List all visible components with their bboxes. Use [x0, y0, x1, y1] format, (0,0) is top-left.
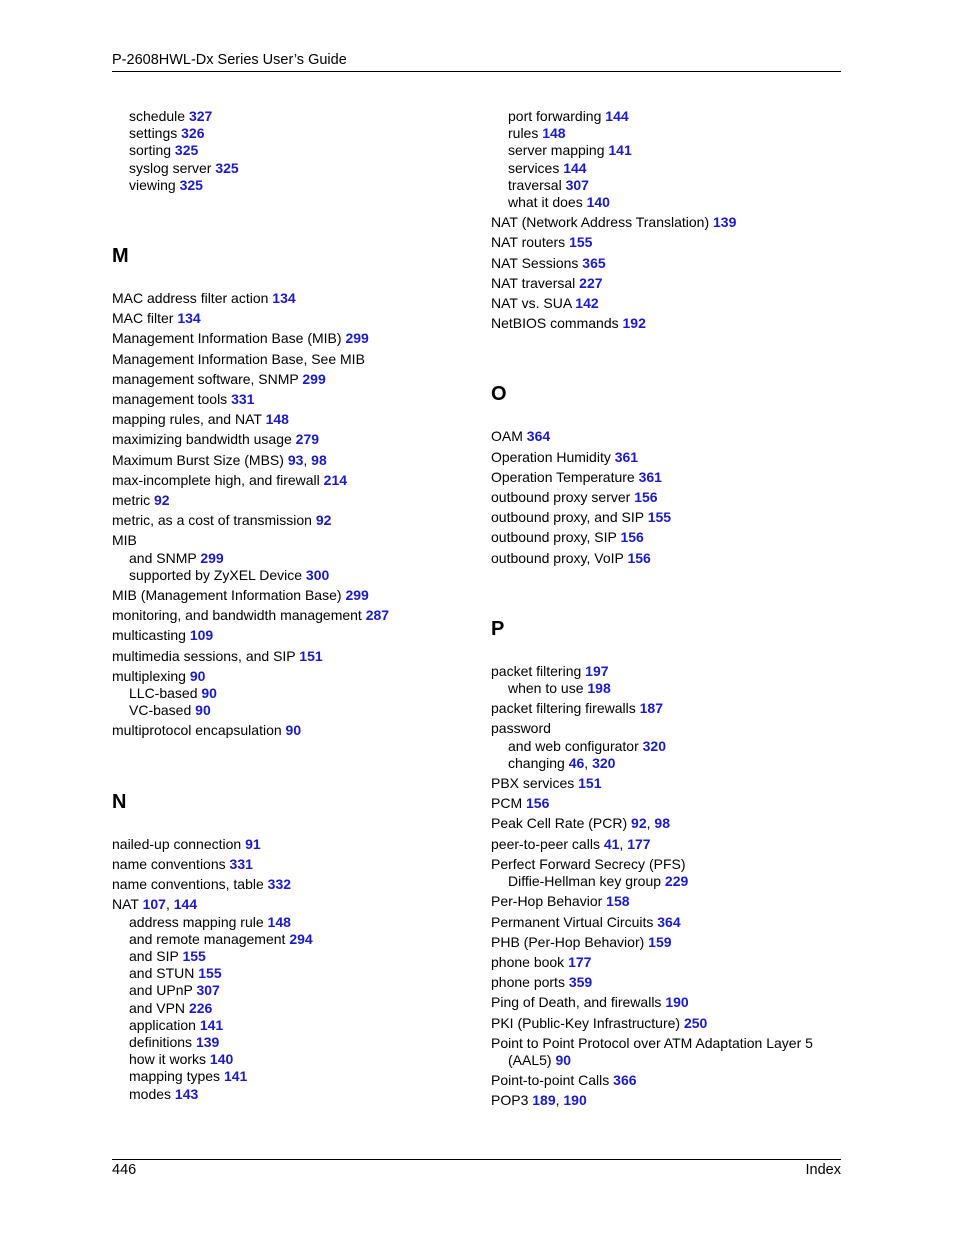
index-entry [491, 449, 843, 466]
page-reference-link[interactable]: 107 [142, 896, 166, 913]
page-reference-link[interactable]: 326 [181, 125, 205, 142]
index-term: packet filtering firewalls [491, 700, 640, 717]
index-term: when to use [508, 680, 588, 697]
page-reference-link[interactable]: 227 [579, 274, 603, 291]
index-term: Point-to-point Calls [491, 1072, 614, 1089]
index-subentry [491, 125, 843, 142]
index-entry [112, 876, 472, 893]
page-reference-link[interactable]: 98 [311, 451, 327, 468]
index-term: and UPnP [129, 982, 197, 999]
page-reference-link[interactable]: 279 [295, 431, 320, 448]
page-reference-link[interactable]: 148 [267, 913, 291, 930]
index-entry [491, 974, 843, 991]
index-term: multimedia sessions, and SIP [112, 647, 300, 664]
index-term: NAT [112, 896, 143, 913]
index-entry [491, 255, 843, 272]
index-term: Point to Point Protocol over ATM Adaptation Layer 5 [491, 1034, 813, 1051]
index-term: PBX services [491, 775, 579, 792]
index-subentry [112, 1086, 472, 1103]
page-reference-link[interactable]: 141 [608, 142, 632, 159]
index-entry [491, 994, 843, 1011]
page-reference-link[interactable]: 332 [267, 876, 292, 893]
index-subentry [112, 685, 472, 702]
index-entry [112, 472, 472, 489]
index-term: management software, SNMP [112, 370, 303, 387]
index-term: multicasting [112, 627, 190, 644]
page-reference-link[interactable]: 226 [188, 999, 213, 1016]
page-reference-link[interactable]: 141 [223, 1068, 248, 1085]
index-term: PCM [491, 795, 526, 812]
page-reference-link[interactable]: 155 [182, 947, 206, 964]
index-term: port forwarding [508, 108, 606, 124]
index-entry [112, 310, 472, 327]
index-subentry [491, 873, 843, 890]
index-term: rules [508, 125, 543, 142]
index-term: viewing [129, 176, 180, 193]
page-reference-link[interactable]: 151 [299, 647, 323, 664]
index-term: PKI (Public-Key Infrastructure) [491, 1014, 684, 1031]
index-term: Per-Hop Behavior [491, 893, 607, 910]
page-reference-link[interactable]: 142 [575, 295, 599, 312]
index-term: and STUN [129, 965, 199, 982]
index-term: mapping rules, and NAT [112, 411, 266, 428]
page-reference-link[interactable]: 187 [639, 700, 663, 717]
index-entry [112, 607, 472, 624]
index-subentry [112, 702, 472, 719]
page-reference-link[interactable]: 159 [648, 933, 672, 950]
index-term: OAM [491, 428, 527, 445]
page-reference-link[interactable]: 148 [265, 411, 289, 428]
index-term: traversal [508, 176, 566, 193]
index-entry [491, 489, 843, 506]
page-reference-link[interactable]: 144 [563, 159, 587, 176]
index-subentry [491, 194, 843, 211]
index-term: phone ports [491, 974, 569, 991]
page-reference-link[interactable]: 41 [603, 835, 620, 852]
index-subentry [112, 1034, 472, 1051]
index-entry: NAT 107, 144 [112, 896, 198, 913]
index-term: nailed-up connection [112, 835, 246, 852]
index-term: packet filtering [491, 662, 586, 679]
index-term: and SNMP [129, 549, 201, 566]
index-term: and web configurator [508, 737, 643, 754]
index-term: NAT vs. SUA [491, 295, 576, 312]
index-subentry [112, 982, 472, 999]
index-term: NetBIOS commands [491, 315, 623, 332]
index-term: VC-based [129, 702, 196, 719]
index-term: NAT routers [491, 234, 570, 251]
index-entry [491, 720, 843, 737]
index-column-left [112, 108, 472, 1103]
page-reference-link[interactable]: 156 [634, 489, 658, 506]
index-term: metric, as a cost of transmission [112, 512, 316, 529]
index-subentry [112, 1017, 472, 1034]
page-reference-link[interactable]: 93 [287, 451, 304, 468]
page-reference-link[interactable]: 364 [657, 913, 681, 930]
index-subentry: changing 46, 320 [508, 754, 616, 771]
index-subentry [112, 948, 472, 965]
page-reference-link[interactable]: 197 [585, 662, 609, 679]
index-term: changing [508, 754, 569, 771]
page-reference-link[interactable]: 90 [555, 1051, 572, 1068]
page-reference-link[interactable]: 156 [627, 549, 651, 566]
page-reference-link[interactable]: 361 [614, 448, 639, 465]
page-reference-link[interactable]: 92 [631, 815, 647, 832]
page-reference-link[interactable]: 366 [613, 1072, 637, 1089]
index-entry [491, 315, 843, 332]
index-entry [491, 509, 843, 526]
index-term: syslog server [129, 159, 216, 176]
index-entry [491, 469, 843, 486]
index-term: application [129, 1016, 200, 1033]
index-term: NAT Sessions [491, 254, 583, 271]
index-entry [491, 700, 843, 717]
index-subentry [112, 177, 472, 194]
index-term: LLC-based [129, 685, 202, 702]
index-entry [112, 648, 472, 665]
index-term: Operation Humidity [491, 448, 615, 465]
page-reference-link[interactable]: 325 [174, 142, 199, 159]
index-term: modes [129, 1085, 175, 1102]
page-reference-link[interactable]: 155 [647, 509, 672, 526]
page-reference-link[interactable]: 198 [587, 680, 611, 697]
page-reference-link[interactable]: 364 [526, 428, 551, 445]
index-term: address mapping rule [129, 913, 268, 930]
index-term: server mapping [508, 142, 609, 159]
index-term: (AAL5) [508, 1051, 556, 1068]
page-reference-link[interactable]: 91 [245, 835, 261, 852]
page-reference-link[interactable]: 156 [620, 529, 644, 546]
page-reference-link[interactable]: 148 [542, 125, 566, 142]
index-entry [112, 290, 472, 307]
index-subentry [112, 125, 472, 142]
index-entry [491, 275, 843, 292]
index-term: maximizing bandwidth usage [112, 431, 296, 448]
page-reference-link[interactable]: 331 [231, 391, 255, 408]
index-term: phone book [491, 953, 569, 970]
index-term: and VPN [129, 999, 189, 1016]
index-subentry [112, 550, 472, 567]
index-entry [112, 512, 472, 529]
running-header: P-2608HWL-Dx Series User’s Guide [112, 52, 347, 68]
page-reference-link[interactable]: 361 [638, 468, 662, 485]
page-reference-link[interactable]: 365 [582, 254, 606, 271]
page-reference-link[interactable]: 134 [177, 310, 201, 327]
index-term: POP3 [491, 1092, 533, 1109]
index-entry [112, 836, 472, 853]
index-entry [491, 1052, 843, 1069]
index-term: and remote management [129, 930, 290, 947]
page-reference-link[interactable]: 144 [173, 896, 198, 913]
page-reference-link[interactable]: 109 [189, 627, 214, 644]
page-reference-link[interactable]: 46 [568, 754, 585, 771]
page-reference-link[interactable]: 144 [605, 108, 629, 124]
index-letter-heading: N [112, 790, 127, 813]
index-subentry [491, 738, 843, 755]
index-column-right [491, 108, 843, 1110]
index-term: multiplexing [112, 667, 190, 684]
index-term: and SIP [129, 947, 183, 964]
index-entry [491, 529, 843, 546]
index-term: outbound proxy server [491, 489, 635, 506]
page-reference-link[interactable]: 190 [665, 994, 689, 1011]
index-term: Operation Temperature [491, 468, 639, 485]
index-entry [112, 371, 472, 388]
page-reference-link[interactable]: 139 [713, 214, 737, 231]
page-reference-link[interactable]: 140 [586, 194, 610, 211]
index-subentry [112, 965, 472, 982]
index-subentry [112, 1000, 472, 1017]
page-reference-link[interactable]: 299 [345, 330, 369, 347]
page-reference-link[interactable]: 190 [563, 1092, 587, 1109]
index-entry [112, 391, 472, 408]
footer-rule [112, 1159, 841, 1160]
index-subentry [491, 142, 843, 159]
index-subentry [491, 108, 843, 125]
page-reference-link[interactable]: 300 [305, 566, 330, 583]
index-entry [112, 492, 472, 509]
page-reference-link[interactable]: 141 [199, 1016, 224, 1033]
index-term: Management Information Base, See MIB [112, 350, 365, 367]
index-entry [112, 532, 472, 549]
section-name: Index [805, 1162, 841, 1178]
index-entry [112, 627, 472, 644]
index-term: password [491, 720, 551, 737]
index-term: mapping types [129, 1068, 224, 1085]
index-term: management tools [112, 391, 232, 408]
page-reference-link[interactable]: 287 [365, 607, 390, 624]
index-subentry [112, 1068, 472, 1085]
index-term: Maximum Burst Size (MBS) [112, 451, 288, 468]
index-term: how it works [129, 1051, 210, 1068]
index-subentry [112, 931, 472, 948]
index-term: MIB (Management Information Base) [112, 587, 346, 604]
index-entry [491, 1035, 843, 1052]
page-reference-link[interactable]: 155 [569, 234, 593, 251]
index-entry [491, 428, 843, 445]
index-entry [491, 295, 843, 312]
index-entry [112, 587, 472, 604]
page-reference-link[interactable]: 229 [664, 873, 689, 890]
index-term: peer-to-peer calls [491, 835, 604, 852]
index-term: MIB [112, 532, 137, 549]
index-term: MAC filter [112, 310, 178, 327]
index-term: Peak Cell Rate (PCR) [491, 815, 632, 832]
index-term: metric [112, 492, 154, 509]
index-term: NAT traversal [491, 274, 580, 291]
index-entry [112, 856, 472, 873]
index-entry: peer-to-peer calls 41, 177 [491, 835, 651, 852]
index-entry [491, 550, 843, 567]
index-entry [491, 214, 843, 231]
header-rule [112, 71, 841, 72]
index-term: monitoring, and bandwidth management [112, 607, 366, 624]
page-reference-link[interactable]: 158 [606, 893, 630, 910]
page-reference-link[interactable]: 92 [154, 492, 170, 509]
index-entry [491, 775, 843, 792]
page-reference-link[interactable]: 90 [195, 702, 211, 719]
page-reference-link[interactable]: 299 [345, 587, 369, 604]
index-letter-heading: M [112, 245, 129, 268]
index-entry [491, 856, 843, 873]
page-reference-link[interactable]: 151 [578, 775, 602, 792]
index-term: sorting [129, 142, 175, 159]
index-entry [491, 893, 843, 910]
index-entry: Maximum Burst Size (MBS) 93, 98 [112, 451, 327, 468]
page-number: 446 [112, 1162, 137, 1178]
index-entry [491, 1072, 843, 1089]
index-term: multiprotocol encapsulation [112, 722, 286, 739]
index-term: Ping of Death, and firewalls [491, 994, 666, 1011]
index-entry [491, 914, 843, 931]
page-reference-link[interactable]: 299 [200, 549, 224, 566]
index-subentry [491, 177, 843, 194]
index-term: max-incomplete high, and firewall [112, 471, 324, 488]
page-reference-link[interactable]: 155 [198, 965, 222, 982]
page-reference-link[interactable]: 177 [568, 953, 592, 970]
index-term: definitions [129, 1033, 196, 1050]
index-term: services [508, 159, 564, 176]
index-term: PHB (Per-Hop Behavior) [491, 933, 649, 950]
index-subentry [491, 680, 843, 697]
page-reference-link[interactable]: 90 [201, 685, 217, 702]
index-letter-heading: O [491, 383, 507, 406]
page-reference-link[interactable]: 214 [323, 471, 348, 488]
page-reference-link[interactable]: 189 [532, 1092, 556, 1109]
page-reference-link[interactable]: 250 [683, 1014, 708, 1031]
index-term: name conventions [112, 855, 230, 872]
index-entry: Peak Cell Rate (PCR) 92, 98 [491, 815, 670, 832]
index-term: supported by ZyXEL Device [129, 566, 306, 583]
index-subentry [112, 160, 472, 177]
index-term: what it does [508, 194, 587, 211]
page-reference-link[interactable]: 140 [209, 1051, 234, 1068]
index-entry [491, 795, 843, 812]
index-term: outbound proxy, VoIP [491, 549, 628, 566]
index-entry [491, 934, 843, 951]
page-reference-link[interactable]: 320 [592, 754, 616, 771]
index-subentry [112, 142, 472, 159]
page-reference-link[interactable]: 139 [195, 1033, 220, 1050]
page-reference-link[interactable]: 92 [315, 512, 332, 529]
page-reference-link[interactable]: 307 [196, 982, 220, 999]
index-term: name conventions, table [112, 876, 268, 893]
index-entry [112, 431, 472, 448]
index-term: outbound proxy, and SIP [491, 509, 648, 526]
index-entry [112, 330, 472, 347]
page-reference-link[interactable]: 294 [289, 930, 313, 947]
index-term: Diffie-Hellman key group [508, 873, 665, 890]
page-reference-link[interactable]: 299 [302, 370, 326, 387]
page-reference-link[interactable]: 320 [642, 737, 666, 754]
index-term: Perfect Forward Secrecy (PFS) [491, 855, 686, 872]
page-reference-link[interactable]: 325 [179, 176, 203, 193]
index-subentry [112, 1051, 472, 1068]
page-reference-link[interactable]: 331 [229, 855, 253, 872]
page-reference-link[interactable]: 143 [174, 1085, 199, 1102]
page-reference-link[interactable]: 325 [215, 159, 239, 176]
index-term: settings [129, 125, 182, 142]
index-letter-heading: P [491, 617, 505, 640]
page-reference-link[interactable]: 359 [568, 974, 593, 991]
page-reference-link[interactable]: 307 [565, 176, 589, 193]
index-entry [491, 1015, 843, 1032]
page-reference-link[interactable]: 327 [188, 108, 213, 124]
index-term: outbound proxy, SIP [491, 529, 621, 546]
index-entry [112, 668, 472, 685]
index-term: MAC address filter action [112, 290, 273, 307]
page-reference-link[interactable]: 90 [189, 667, 206, 684]
page-reference-link[interactable]: 192 [622, 315, 646, 332]
index-entry [491, 954, 843, 971]
index-entry: POP3 189, 190 [491, 1092, 587, 1109]
page-reference-link[interactable]: 156 [526, 795, 550, 812]
index-entry [491, 234, 843, 251]
index-term: Management Information Base (MIB) [112, 330, 346, 347]
index-subentry [491, 160, 843, 177]
page-reference-link[interactable]: 98 [654, 815, 670, 832]
index-entry [112, 351, 472, 368]
page-reference-link[interactable]: 90 [285, 722, 302, 739]
index-subentry [112, 108, 472, 125]
index-subentry [112, 567, 472, 584]
index-entry [491, 663, 843, 680]
index-entry [112, 722, 472, 739]
index-term: NAT (Network Address Translation) [491, 214, 714, 231]
page-reference-link[interactable]: 134 [272, 290, 296, 307]
index-term: schedule [129, 108, 189, 124]
index-subentry [112, 914, 472, 931]
index-entry [112, 411, 472, 428]
index-term: Permanent Virtual Circuits [491, 913, 658, 930]
page-reference-link[interactable]: 177 [627, 835, 651, 852]
